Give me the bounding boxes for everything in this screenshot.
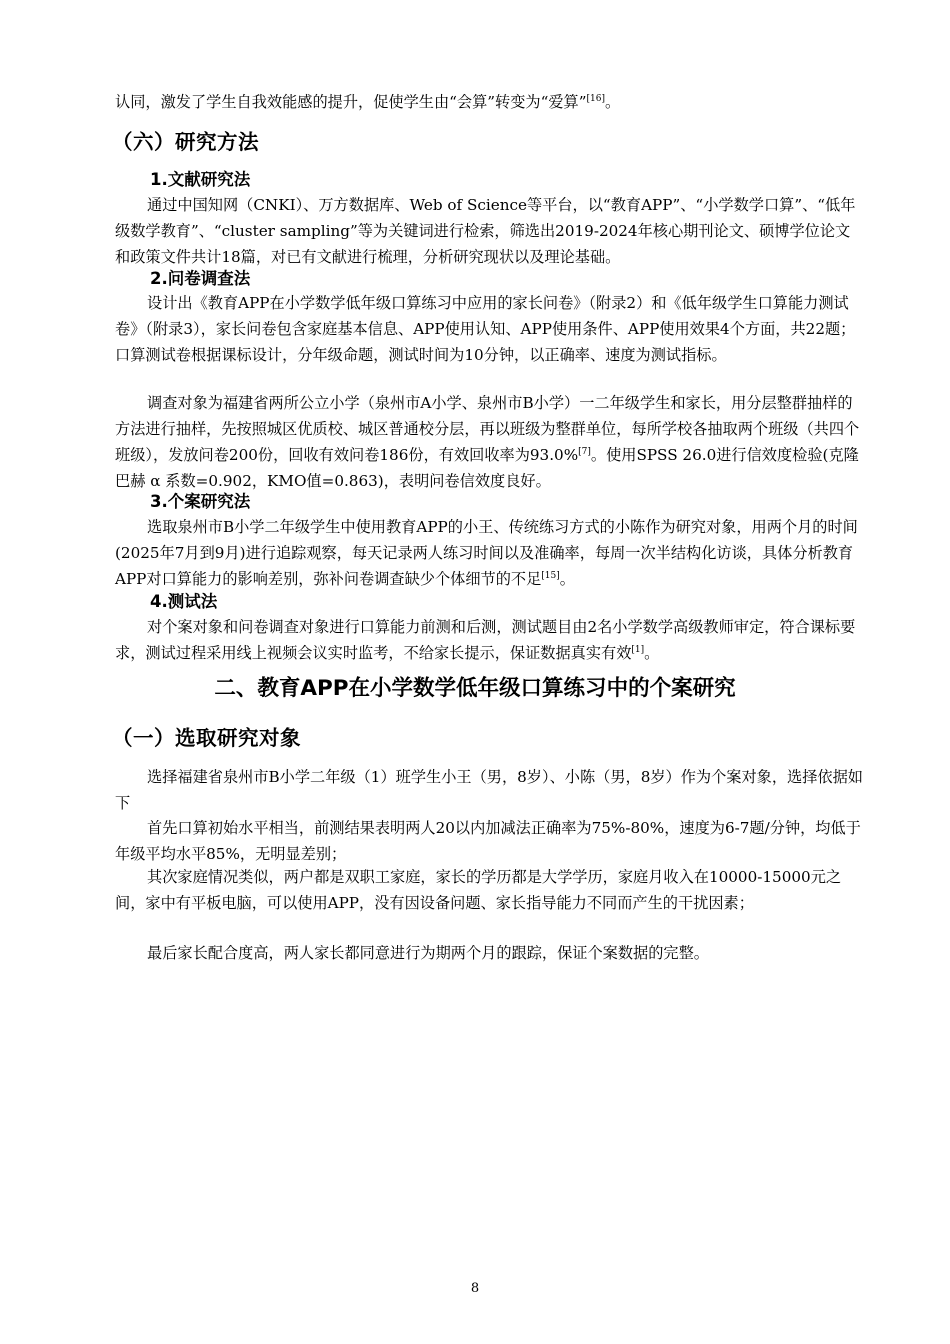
sample-text-tail: 。使用SPSS 26.0进行信效度检验(克隆巴赫 α 系数=0.902，KMO值=0.863)，表明问卷信效度良好。 (115, 446, 859, 490)
citation-ref: [15] (541, 570, 560, 581)
subjects-paragraph-intro: 选择福建省泉州市B小学二年级（1）班学生小王（男，8岁）、小陈（男，8岁）作为个案对象，选择依据如下 (115, 768, 863, 812)
citation-ref: [16] (586, 93, 605, 104)
lead-paragraph (115, 89, 865, 115)
citation-ref: [1] (631, 644, 645, 655)
case-study-text: 选取泉州市B小学二年级学生中使用教育APP的小王、传统练习方式的小陈作为研究对象，用两个月的时间(2025年7月到9月)进行追踪观察，每天记录两人练习时间以及准确率，每周一次半结构化访谈，具体分析教育APP对口算能力的影响差别，弥补问卷调查缺少个体细节的不足 (115, 518, 858, 588)
subjects-paragraph-cooperation: 最后家长配合度高，两人家长都同意进行为期两个月的跟踪，保证个案数据的完整。 (147, 944, 709, 962)
chapter-heading: 二、教育APP在小学数学低年级口算练习中的个案研究 (214, 676, 736, 701)
method-paragraph-questionnaire-design: 设计出《教育APP在小学数学低年级口算练习中应用的家长问卷》（附录2）和《低年级学生口算能力测试卷》（附录3），家长问卷包含家庭基本信息、APP使用认知、APP使用条件、APP使用效果4个方面，共22题；口算测试卷根据课标设计，分年级命题，测试时间为10分钟，以正确率、速度为测试指标。 (115, 294, 856, 364)
citation-ref: [7] (578, 446, 591, 457)
lead-text: 认同，激发了学生自我效能感的提升，促使学生由“会算”转变为“爱算” (115, 93, 587, 111)
method-paragraph-questionnaire-sample (115, 390, 865, 494)
testing-text: 对个案对象和问卷调查对象进行口算能力前测和后测，测试题目由2名小学数学高级教师审定，符合课标要求，测试过程采用线上视频会议实时监考，不给家长提示，保证数据真实有效 (115, 618, 856, 662)
method-heading-literature: 1.文献研究法 (150, 170, 251, 189)
subjects-paragraph-initial-level: 首先口算初始水平相当，前测结果表明两人20以内加减法正确率为75%-80%，速度为6-7题/分钟，均低于年级平均水平85%，无明显差别； (115, 819, 861, 863)
section-heading-select-subjects: （一）选取研究对象 (112, 726, 301, 750)
case-study-tail: 。 (559, 570, 575, 588)
page-number: 8 (470, 1281, 480, 1296)
method-paragraph-literature: 通过中国知网（CNKI）、万方数据库、Web of Science等平台，以“教育APP”、“小学数学口算”、“低年级数学教育”、“cluster sampling”等为关键词进行检索，筛选出2019-2024年核心期刊论文、硕博学位论文和政策文件共计18篇，对已有文献进行梳理，分析研究现状以及理论基础。 (115, 196, 856, 266)
section-heading-research-methods: （六）研究方法 (112, 130, 259, 154)
lead-tail: 。 (604, 93, 621, 111)
sample-text: 调查对象为福建省两所公立小学（泉州市A小学、泉州市B小学）一二年级学生和家长，用分层整群抽样的方法进行抽样，先按照城区优质校、城区普通校分层，再以班级为整群单位，每所学校各抽取两个班级（共四个班级），发放问卷200份，回收有效问卷186份，有效回收率为93.0% (115, 394, 860, 464)
method-heading-testing: 4.测试法 (150, 592, 218, 611)
method-heading-questionnaire: 2.问卷调查法 (150, 269, 251, 288)
method-paragraph-testing (115, 614, 865, 666)
method-heading-case-study: 3.个案研究法 (150, 492, 251, 511)
testing-tail: 。 (644, 644, 660, 662)
method-paragraph-case-study (115, 514, 865, 592)
subjects-paragraph-family: 其次家庭情况类似，两户都是双职工家庭，家长的学历都是大学学历，家庭月收入在10000-15000元之间，家中有平板电脑，可以使用APP，没有因设备问题、家长指导能力不同而产生的干扰因素； (115, 868, 842, 912)
